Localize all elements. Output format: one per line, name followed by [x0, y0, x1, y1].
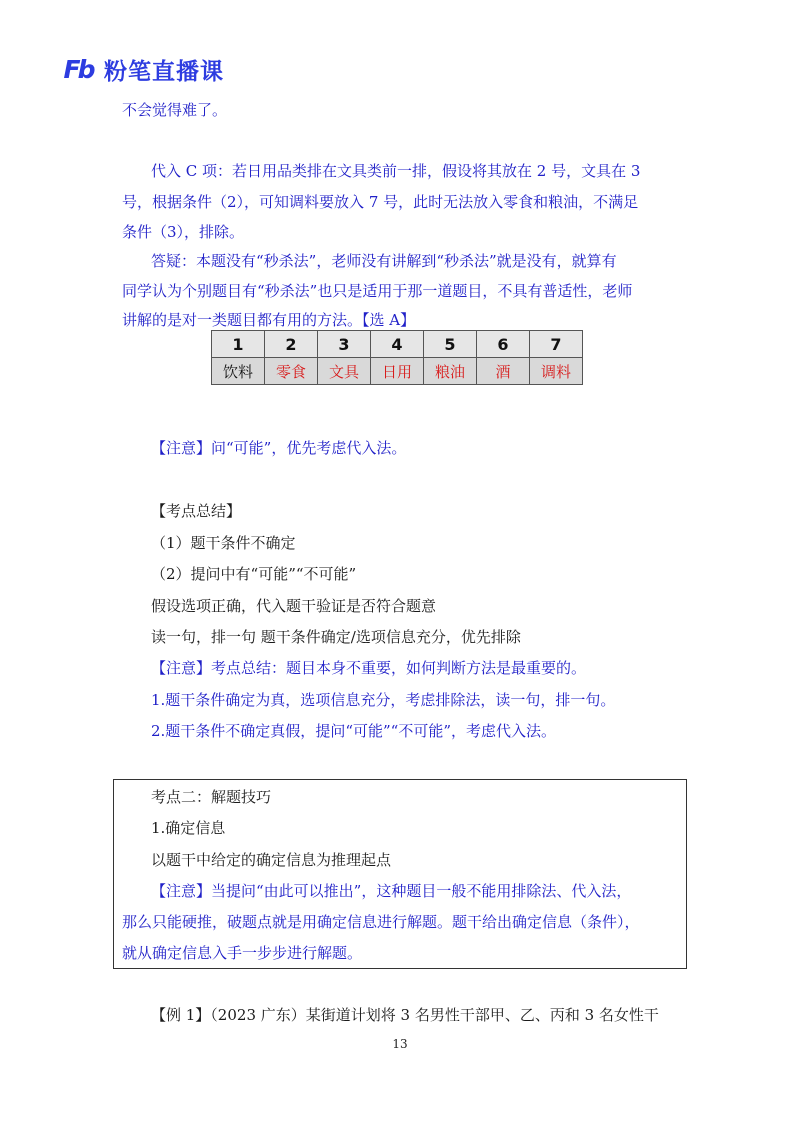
table-cell: 零食 [265, 358, 318, 385]
table-cell: 饮料 [212, 358, 265, 385]
text-line: 1.确定信息 [151, 819, 226, 837]
text-line: 2.题干条件不确定真假，提问“可能”“不可能”，考虑代入法。 [151, 722, 556, 740]
table-row [212, 358, 583, 385]
text-line: 那么只能硬推，破题点就是用确定信息进行解题。题干给出确定信息（条件）， [122, 913, 640, 931]
table-cell: 文具 [318, 358, 371, 385]
table-cell: 酒 [477, 358, 530, 385]
text-line: 讲解的是对一类题目都有用的方法。【选 A】 [122, 311, 416, 329]
sequence-table [211, 330, 583, 385]
table-cell: 粮油 [424, 358, 477, 385]
text-line: 假设选项正确，代入题干验证是否符合题意 [151, 597, 437, 615]
text-line: 号，根据条件（2），可知调料要放入 7 号，此时无法放入零食和粮油，不满足 [122, 193, 639, 211]
text-line: 读一句，排一句 题干条件确定/选项信息充分，优先排除 [151, 628, 521, 646]
table-cell: 5 [424, 331, 477, 358]
brand-name: 粉笔直播课 [104, 58, 224, 85]
text-line: （2）提问中有“可能”“不可能” [151, 565, 357, 583]
table-cell: 2 [265, 331, 318, 358]
text-line: 同学认为个别题目有“秒杀法”也只是适用于那一道题目，不具有普适性，老师 [122, 282, 633, 300]
text-line: 条件（3），排除。 [122, 223, 245, 241]
text-line: 不会觉得难了。 [122, 101, 228, 119]
text-line: 答疑：本题没有“秒杀法”，老师没有讲解到“秒杀法”就是没有，就算有 [151, 252, 617, 270]
table-cell: 调料 [530, 358, 583, 385]
text-line: 就从确定信息入手一步步进行解题。 [122, 944, 363, 962]
table-cell: 日用 [371, 358, 424, 385]
example-line: 【例 1】（2023 广东）某街道计划将 3 名男性干部甲、乙、丙和 3 名女性干 [151, 1006, 659, 1024]
brand-logo [58, 52, 224, 86]
page-number: 13 [392, 1037, 408, 1051]
text-line: 以题干中给定的确定信息为推理起点 [151, 851, 392, 869]
table-cell: 3 [318, 331, 371, 358]
text-line: 1.题干条件确定为真，选项信息充分，考虑排除法，读一句，排一句。 [151, 691, 616, 709]
table-cell: 6 [477, 331, 530, 358]
table-cell: 1 [212, 331, 265, 358]
table-cell: 7 [530, 331, 583, 358]
table-cell: 4 [371, 331, 424, 358]
fb-logo-icon: Fb [63, 54, 93, 84]
text-line: （1）题干条件不确定 [151, 534, 296, 552]
note-line: 【注意】当提问“由此可以推出”，这种题目一般不能用排除法、代入法， [151, 882, 632, 900]
summary-title: 【考点总结】 [151, 502, 242, 520]
note-line: 【注意】考点总结：题目本身不重要，如何判断方法是最重要的。 [151, 659, 587, 677]
table-row [212, 331, 583, 358]
box-title: 考点二：解题技巧 [151, 788, 272, 806]
text-line: 代入 C 项：若日用品类排在文具类前一排，假设将其放在 2 号，文具在 3 [151, 162, 641, 180]
note-line: 【注意】问“可能”，优先考虑代入法。 [151, 439, 407, 457]
